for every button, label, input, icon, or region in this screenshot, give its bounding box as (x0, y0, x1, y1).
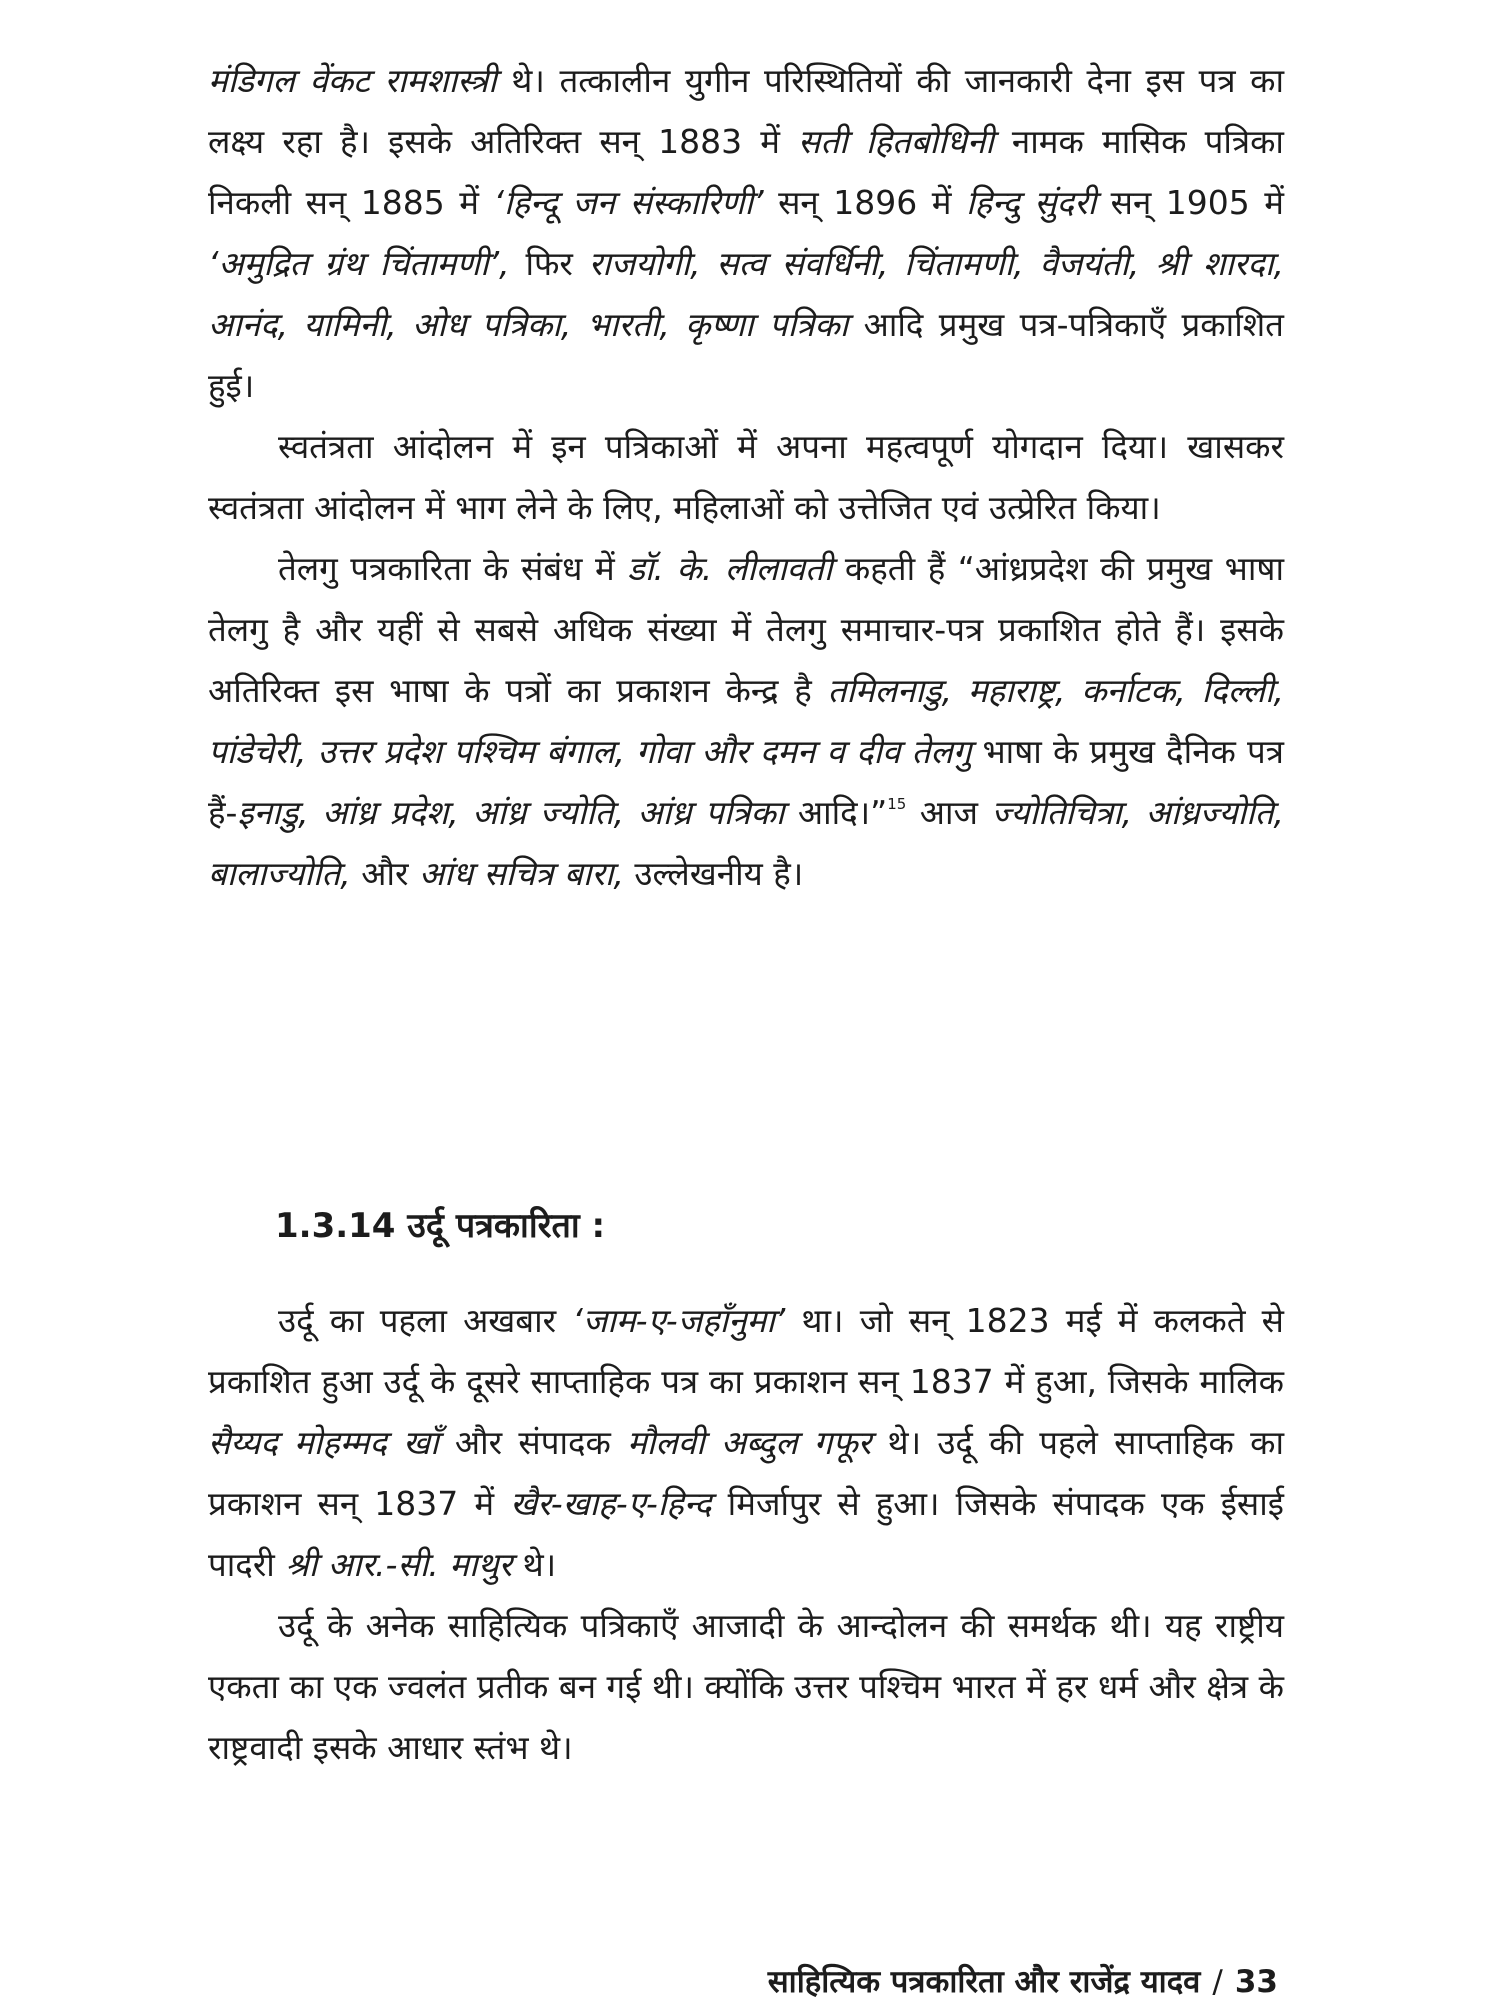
italic-name: मौलवी अब्दुल गफूर (627, 1423, 872, 1462)
text-span: थे। तत्कालीन युगीन परिस्थितियों की जानकारी देना इस पत्र का लक्ष्य रहा है। इसके अतिरिक्त सन् 1883 में (208, 61, 1284, 161)
text-span: और संपादक (438, 1423, 628, 1462)
italic-title: सती हितबोधिनी (798, 122, 994, 161)
text-span: थे। उर्दू की पहले साप्ताहिक का प्रकाशन सन् 1837 में (208, 1423, 1285, 1523)
text-span: सन् 1905 में (1096, 183, 1284, 222)
italic-name: मंडिगल वेंकट रामशास्त्री (208, 61, 497, 100)
italic-author: डॉ. के. लीलावती (627, 549, 833, 588)
text-span: था। जो सन् 1823 मई में कलकते से प्रकाशित हुआ उर्दू के दूसरे साप्ताहिक पत्र का प्रकाशन सन् 1837 में हुआ, जिसके मालिक (208, 1301, 1284, 1401)
text-span: कहती हैं “आंध्रप्रदेश की प्रमुख भाषा तेलगु है और यहीं से सबसे अधिक संख्या में तेलगु समाचार-पत्र प्रकाशित होते हैं। इसके अतिरिक्त इस भाषा के पत्रों का प्रकाशन केन्द्र है (208, 549, 1284, 710)
italic-name: श्री आर.-सी. माथुर (285, 1545, 513, 1584)
italic-titles: ज्योतिचित्रा, आंध्रज्योति, बालाज्योति, (208, 793, 1284, 893)
italic-title: ‘हिन्दू जन संस्कारिणी’ (493, 183, 764, 222)
italic-title: ‘जाम-ए-जहाँनुमा’ (572, 1301, 786, 1340)
paragraph-independence-movement: स्वतंत्रता आंदोलन में इन पत्रिकाओं में अपना महत्वपूर्ण योगदान दिया। खासकर स्वतंत्रता आंदोलन में भाग लेने के लिए, महिलाओं को उत्तेजित एवं उत्प्रेरित किया। (208, 427, 1284, 527)
text-span: उल्लेखनीय है। (623, 854, 804, 893)
italic-title: ‘अमुद्रित ग्रंथ चिंतामणी’, (208, 244, 526, 283)
italic-title: आंध सचित्र बारा, (418, 854, 624, 893)
text-span: आज (906, 793, 992, 832)
body-text-upper (208, 50, 1284, 904)
footer-book-title: साहित्यिक पत्रकारिता और राजेंद्र यादव (767, 1964, 1201, 2000)
text-span: फिर (525, 244, 589, 283)
body-text-lower (208, 1290, 1284, 1778)
italic-newspapers: इनाडु, आंध्र प्रदेश, आंध्र ज्योति, आंध्र पत्रिका (237, 793, 785, 832)
footnote-marker: 15 (887, 795, 907, 813)
text-span: तेलगु पत्रकारिता के संबंध में (278, 549, 628, 588)
italic-name: सैय्यद मोहम्मद खाँ (208, 1423, 439, 1462)
paragraph-urdu-first-newspaper (208, 1290, 1284, 1595)
italic-title-list: राजयोगी, सत्व संवर्धिनी, चिंतामणी, वैजयंती, श्री शारदा, आनंद, यामिनी, ओध पत्रिका, भारती, कृष्णा पत्रिका (208, 244, 1284, 344)
text-span: और (350, 854, 419, 893)
text-span: आदि प्रमुख पत्र-पत्रिकाएँ प्रकाशित हुई। (208, 305, 1284, 405)
page-number: 33 (1234, 1964, 1278, 2000)
text-span: भाषा के प्रमुख दैनिक पत्र हैं- (208, 732, 1285, 832)
text-span: मिर्जापुर से हुआ। जिसके संपादक एक ईसाई पादरी (208, 1484, 1284, 1584)
section-heading: 1.3.14 उर्दू पत्रकारिता : (275, 1206, 606, 1246)
text-span: उर्दू का पहला अखबार (278, 1301, 573, 1340)
paragraph-telugu-magazines (208, 50, 1284, 416)
text-span: नामक मासिक पत्रिका निकली सन् 1885 में (208, 122, 1284, 222)
paragraph-urdu-literary-magazines: उर्दू के अनेक साहित्यिक पत्रिकाएँ आजादी के आन्दोलन की समर्थक थी। यह राष्ट्रीय एकता का एक ज्वलंत प्रतीक बन गई थी। क्योंकि उत्तर पश्चिम भारत में हर धर्म और क्षेत्र के राष्ट्रवादी इसके आधार स्तंभ थे। (208, 1606, 1284, 1767)
footer-separator: / (1212, 1964, 1223, 2000)
text-span: आदि।” (784, 793, 888, 832)
text-span: सन् 1896 में (763, 183, 966, 222)
page-footer (768, 1962, 1278, 2002)
italic-places: तमिलनाडु, महाराष्ट्र, कर्नाटक, दिल्ली, पांडेचेरी, उत्तर प्रदेश पश्चिम बंगाल, गोवा और दमन व दीव तेलगु (208, 671, 1284, 771)
text-span: थे। (512, 1545, 557, 1584)
paragraph-telugu-journalism (208, 538, 1284, 904)
italic-title: हिन्दु सुंदरी (965, 183, 1097, 222)
italic-title: खैर-खाह-ए-हिन्द (510, 1484, 712, 1523)
